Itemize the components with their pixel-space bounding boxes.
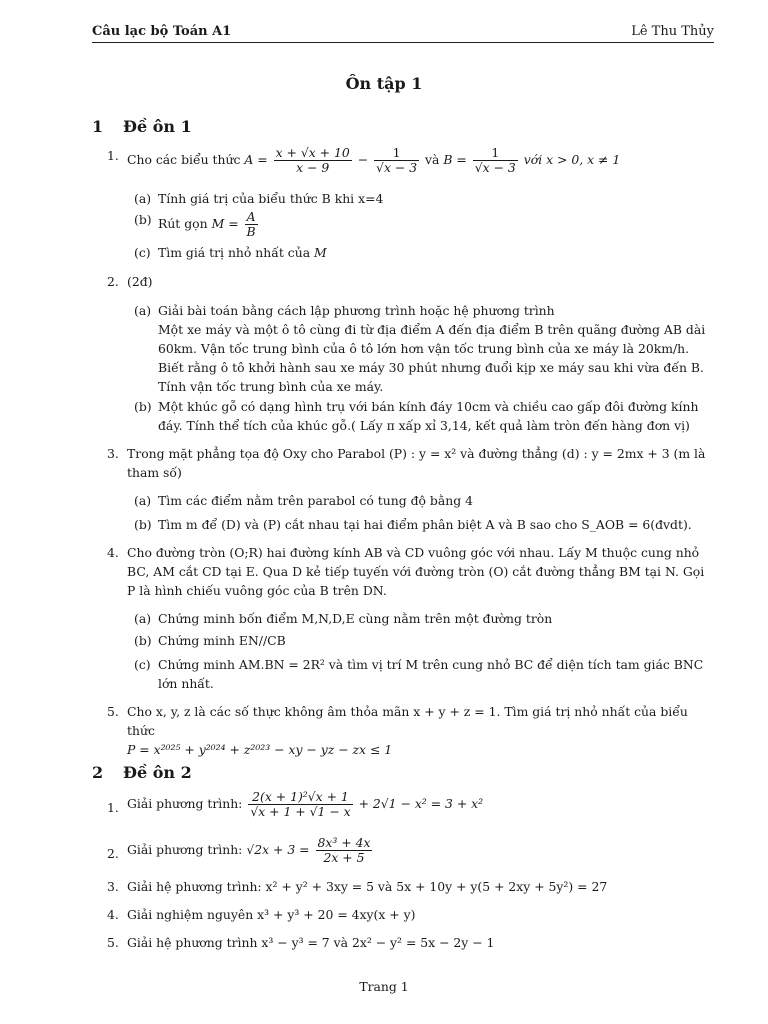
part-title: Giải bài toán bằng cách lập phương trình hoặc hệ phương trình (158, 303, 555, 318)
conjunction: và (425, 152, 440, 167)
s1-question-3 (107, 444, 715, 482)
s1-q2-part-a (134, 301, 715, 396)
minus-sign: − (357, 152, 369, 167)
expr-b-lhs: B = (443, 152, 467, 167)
question-number: 5. (107, 704, 119, 719)
header-author: Lê Thu Thủy (631, 24, 714, 39)
part-label: (b) (134, 399, 152, 414)
part-text: Tìm m để (D) và (P) cắt nhau tại hai điểm phân biệt A và B sao cho S_AOB = 6(đvdt). (158, 517, 692, 532)
question-number: 1. (107, 148, 119, 163)
fraction-2: $\frac{1}{√x - 3}$ (376, 145, 418, 175)
part-text: Rút gọn (158, 216, 208, 231)
question-text: Giải nghiệm nguyên x³ + y³ + 20 = 4xy(x + y) (127, 907, 416, 922)
question-text: Giải hệ phương trình: x² + y² + 3xy = 5 và 5x + 10y + y(5 + 2xy + 5y²) = 27 (127, 879, 608, 894)
part-label: (c) (134, 657, 151, 672)
fraction-3: $\frac{1}{√x - 3}$ (474, 145, 516, 175)
part-text: Chứng minh AM.BN = 2R² và tìm vị trí M trên cung nhỏ BC để diện tích tam giác BNC lớn nhất. (158, 657, 704, 691)
question-number: 2. (107, 846, 119, 861)
question-text: (2đ) (127, 274, 153, 289)
question-number: 3. (107, 879, 119, 894)
section-1-heading (92, 117, 192, 136)
section-number: 1 (92, 117, 104, 136)
question-formula: P = x²⁰²⁵ + y²⁰²⁴ + z²⁰²³ − xy − yz − zx ≤ 1 (127, 742, 393, 757)
page-header (92, 22, 714, 43)
s1-q3-part-b (134, 515, 715, 534)
section-number: 2 (92, 763, 104, 782)
fraction-eq: $\frac{\text{2(x + 1)²√x + 1}}{√x + 1 + √1 - x}$ (250, 789, 351, 819)
question-number: 5. (107, 935, 119, 950)
equation-lhs: √2x + 3 = (246, 842, 310, 857)
s2-question-2 (107, 836, 715, 865)
part-text: Tính giá trị của biểu thức B khi x=4 (158, 191, 384, 206)
question-intro: Cho các biểu thức (127, 152, 241, 167)
s1-question-2 (107, 272, 715, 291)
question-text: Giải phương trình: (127, 796, 243, 811)
s1-q4-part-b (134, 631, 715, 650)
s2-question-3 (107, 877, 715, 896)
part-label: (a) (134, 191, 152, 206)
question-number: 3. (107, 446, 119, 461)
fraction-a-over-b: $\frac{A}{B}$ (246, 209, 256, 239)
part-text: Một xe máy và một ô tô cùng đi từ địa điểm A đến địa điểm B trên quãng đường AB dài 60km. Vận tốc trung bình của ô tô lớn hơn vận tốc trung bình của xe máy là 20km/h. Biết rằng ô tô khởi hành sau xe máy 30 phút nhưng đuổi kịp xe máy sau khi vừa đến B. Tính vận tốc trung bình của xe máy. (158, 322, 706, 394)
s1-question-1 (107, 146, 715, 175)
question-text: Giải hệ phương trình x³ − y³ = 7 và 2x² − y² = 5x − 2y − 1 (127, 935, 495, 950)
part-label: (a) (134, 611, 152, 626)
s2-question-5 (107, 933, 715, 952)
part-text: Tìm các điểm nằm trên parabol có tung độ bằng 4 (158, 493, 473, 508)
fraction-eq: $\frac{\text{8x³ + 4x}}{2x + 5}$ (317, 835, 371, 865)
section-2-heading (92, 763, 192, 782)
s1-q1-part-a (134, 189, 715, 208)
part-text: Tìm giá trị nhỏ nhất của (158, 245, 311, 260)
s1-q4-part-c (134, 655, 715, 693)
part-label: (b) (134, 212, 152, 227)
part-text: Chứng minh EN//CB (158, 633, 286, 648)
part-label: (a) (134, 303, 152, 318)
s1-q1-part-c (134, 243, 715, 262)
expr-m: M = (211, 216, 239, 231)
section-title: Đề ôn 1 (123, 117, 192, 136)
question-number: 4. (107, 545, 119, 560)
equation-rest: + 2√1 − x² = 3 + x² (358, 796, 484, 811)
section-title: Đề ôn 2 (123, 763, 192, 782)
s2-question-1 (107, 790, 715, 819)
s1-question-4 (107, 543, 715, 600)
question-number: 1. (107, 800, 119, 815)
part-text: Chứng minh bốn điểm M,N,D,E cùng nằm trên một đường tròn (158, 611, 553, 626)
condition: với x > 0, x ≠ 1 (523, 152, 621, 167)
question-text: Cho đường tròn (O;R) hai đường kính AB và CD vuông góc với nhau. Lấy M thuộc cung nhỏ BC, AM cắt CD tại E. Qua D kẻ tiếp tuyến với đường tròn (O) cắt đường thẳng BM tại N. Gọi P là hình chiếu vuông góc của B trên DN. (127, 545, 705, 598)
s1-q2-part-b (134, 397, 715, 435)
s1-q4-part-a (134, 609, 715, 628)
question-number: 4. (107, 907, 119, 922)
s2-question-4 (107, 905, 715, 924)
part-label: (b) (134, 633, 152, 648)
expr-a-lhs: A = (244, 152, 268, 167)
s1-question-5 (107, 702, 715, 759)
document-title: Ôn tập 1 (345, 74, 423, 93)
header-club-name: Câu lạc bộ Toán A1 (92, 24, 232, 39)
s1-q3-part-a (134, 491, 715, 510)
question-text: Giải phương trình: (127, 842, 243, 857)
question-text: Trong mặt phẳng tọa độ Oxy cho Parabol (P) : y = x² và đường thẳng (d) : y = 2mx + 3 (m là tham số) (127, 446, 706, 480)
fraction-1: $\frac{x + √x + 10}{x - 9}$ (275, 145, 350, 175)
part-label: (c) (134, 245, 151, 260)
part-label: (a) (134, 493, 152, 508)
s1-q1-part-b (134, 210, 715, 239)
page-number: Trang 1 (359, 979, 409, 994)
part-text: Một khúc gỗ có dạng hình trụ với bán kính đáy 10cm và chiều cao gấp đôi đường kính đáy. Tính thể tích của khúc gỗ.( Lấy π xấp xỉ 3,14, kết quả làm tròn đến hàng đơn vị) (158, 399, 699, 433)
question-text: Cho x, y, z là các số thực không âm thỏa mãn x + y + z = 1. Tìm giá trị nhỏ nhất của biểu thức (127, 704, 688, 738)
part-label: (b) (134, 517, 152, 532)
question-number: 2. (107, 274, 119, 289)
variable-m: M (314, 245, 327, 260)
